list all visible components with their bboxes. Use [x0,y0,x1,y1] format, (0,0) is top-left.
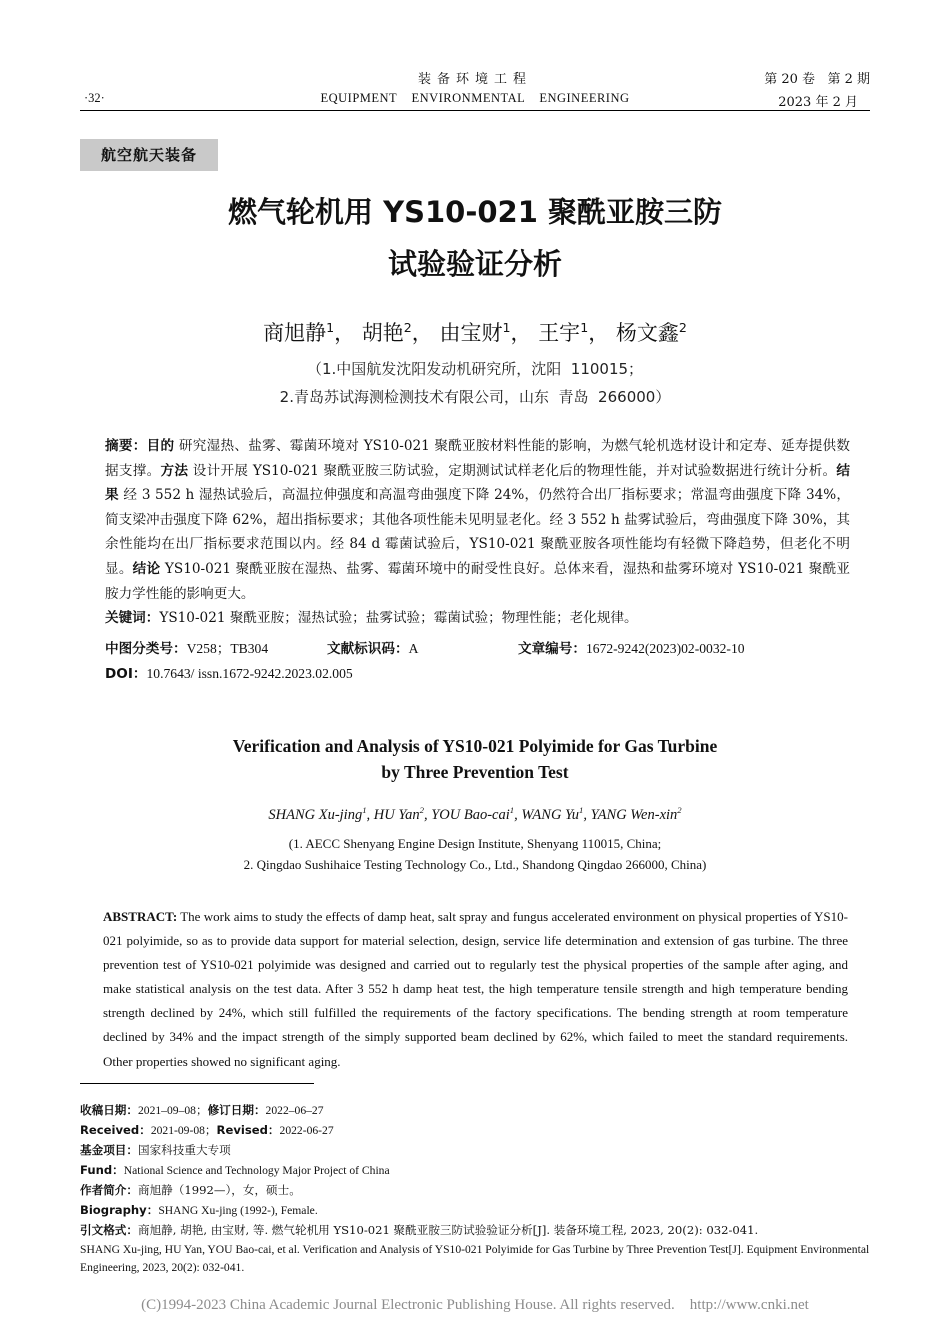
author-cn: 杨文鑫 [615,321,679,345]
citation-en: SHANG Xu-jing, HU Yan, YOU Bao-cai, et al. Verification and Analysis of YS10-021 Polyimide for Gas Turbine by Three Prevention Test[J]. Equipment Environmental Engineering, 2023, 20(2): 032-041. [80,1243,870,1274]
received-revised-en: Received：2021-09-08；Revised：2022-06-27 [80,1123,334,1137]
volume-issue: 第 20 卷 第 2 期 [764,72,870,87]
abstract-cn: 摘要：目的 研究湿热、盐雾、霉菌环境对 YS10-021 聚酰亚胺材料性能的影响，为燃气轮机选材设计和定寿、延寿提供数据支撑。方法 设计开展 YS10-021 聚酰亚胺三防试验，定期测试试样老化后的物理性能，并对试验数据进行统计分析。结果 经 3 552 h 湿热试验后，高温拉伸强度和高温弯曲强度下降 24%，仍然符合出厂指标要求；常温弯曲强度下降 34%，简支梁冲击强度下降 62%，超出指标要求；其他各项性能未见明显老化。经 3 552 h 盐雾试验后，弯曲强度下降 30%，其余性能均在出厂指标要求范围以内。经 84 d 霉菌试验后，YS10-021 聚酰亚胺各项性能均有轻微下降趋势，但老化不明显。结论 YS10-021 聚酰亚胺在湿热、盐雾、霉菌环境中的耐受性良好。总体来看，湿热和盐雾环境对 YS10-021 聚酰亚胺力学性能的影响更大。 关键词：YS10-021 聚酰亚胺；湿热试验；盐雾试验；霉菌试验；物理性能；老化规律。 [105,438,851,627]
title-en-line-1: Verification and Analysis of YS10-021 Polyimide for Gas Turbine [232,736,718,756]
abstract-en: ABSTRACT: The work aims to study the effects of damp heat, salt spray and fungus accelerated environment on physical properties of YS10-021 polyimide, so as to provide data support for material selection, design, service life determination and extension of gas turbine. The three prevention test of YS10-021 polyimide was designed and carried out to regularly test the physical properties of the sample after aging, and make statistical analysis on the test data. After 3 552 h damp heat test, the high temperature tensile strength and high temperature bending strength declined by 24%, which still fulfilled the requirements of the factory specifications. The bending strength at room temperature declined by 34% and the impact strength of the simply supported beam declined by 62%, which failed to meet the standard requirements. Other properties showed no significant aging. [103,909,848,1069]
title-cn-line-1: 燃气轮机用 YS10-021 聚酰亚胺三防 [227,195,722,229]
header-rule [80,110,870,111]
received-revised-cn: 收稿日期：2021–09–08；修订日期：2022–06–27 [80,1103,324,1117]
fund-cn: 基金项目：国家科技重大专项 [80,1143,231,1157]
affiliation-en-1: (1. AECC Shenyang Engine Design Institute, Shenyang 110015, China; [288,836,662,851]
author-cn: 胡艳 [361,321,404,345]
fund-en: Fund：National Science and Technology Major Project of China [80,1163,390,1177]
document-code: 文献标识码：A [327,641,419,657]
copyright-watermark: (C)1994-2023 China Academic Journal Electronic Publishing House. All rights reserved. http://www.cnki.net [141,1297,809,1313]
citation-cn: 引文格式：商旭静, 胡艳, 由宝财, 等. 燃气轮机用 YS10-021 聚酰亚胺三防试验验证分析[J]. 装备环境工程, 2023, 20(2): 032-041. [80,1223,759,1237]
biography-cn: 作者简介：商旭静（1992—），女，硕士。 [80,1183,301,1197]
section-label: 航空航天装备 [80,139,218,171]
title-cn-line-2: 试验验证分析 [387,247,562,281]
affiliation-cn-1: （1.中国航发沈阳发动机研究所，沈阳 110015； [306,360,644,378]
article-number: 文章编号：1672-9242(2023)02-0032-10 [518,641,745,657]
page-number: ·32· [84,91,105,105]
journal-name-en: EQUIPMENT ENVIRONMENTAL ENGINEERING [320,91,630,105]
title-en-line-2: by Three Prevention Test [381,762,569,782]
authors-en: SHANG Xu-jing$^1$, HU Yan$^2$, YOU Bao-cai$^1$, WANG Yu$^1$, YANG Wen-xin$^2$ [268,805,682,823]
journal-name-cn: 装备环境工程 [417,72,532,87]
author-cn: 王宇 [538,321,581,345]
doi: DOI：10.7643/ issn.1672-9242.2023.02.005 [105,666,353,682]
clc-number: 中图分类号：V258；TB304 [105,641,269,657]
author-cn: 由宝财 [439,321,503,345]
affiliation-cn-2: 2.青岛苏试海测检测技术有限公司，山东 青岛 266000） [279,388,671,406]
affiliation-en-2: 2. Qingdao Sushihaice Testing Technology Co., Ltd., Shandong Qingdao 266000, China) [243,857,707,872]
issue-date: 2023 年 2 月 [778,95,858,110]
footnote-rule [80,1083,314,1084]
author-cn: 商旭静 [263,321,327,345]
biography-en: Biography：SHANG Xu-jing (1992-), Female. [80,1203,318,1217]
keywords: 关键词：YS10-021 聚酰亚胺；湿热试验；盐雾试验；霉菌试验；物理性能；老化规律。 [105,610,638,627]
authors-cn: 商旭静$^1$， 胡艳$^2$， 由宝财$^1$， 王宇$^1$， 杨文鑫$^2$ [263,320,687,345]
